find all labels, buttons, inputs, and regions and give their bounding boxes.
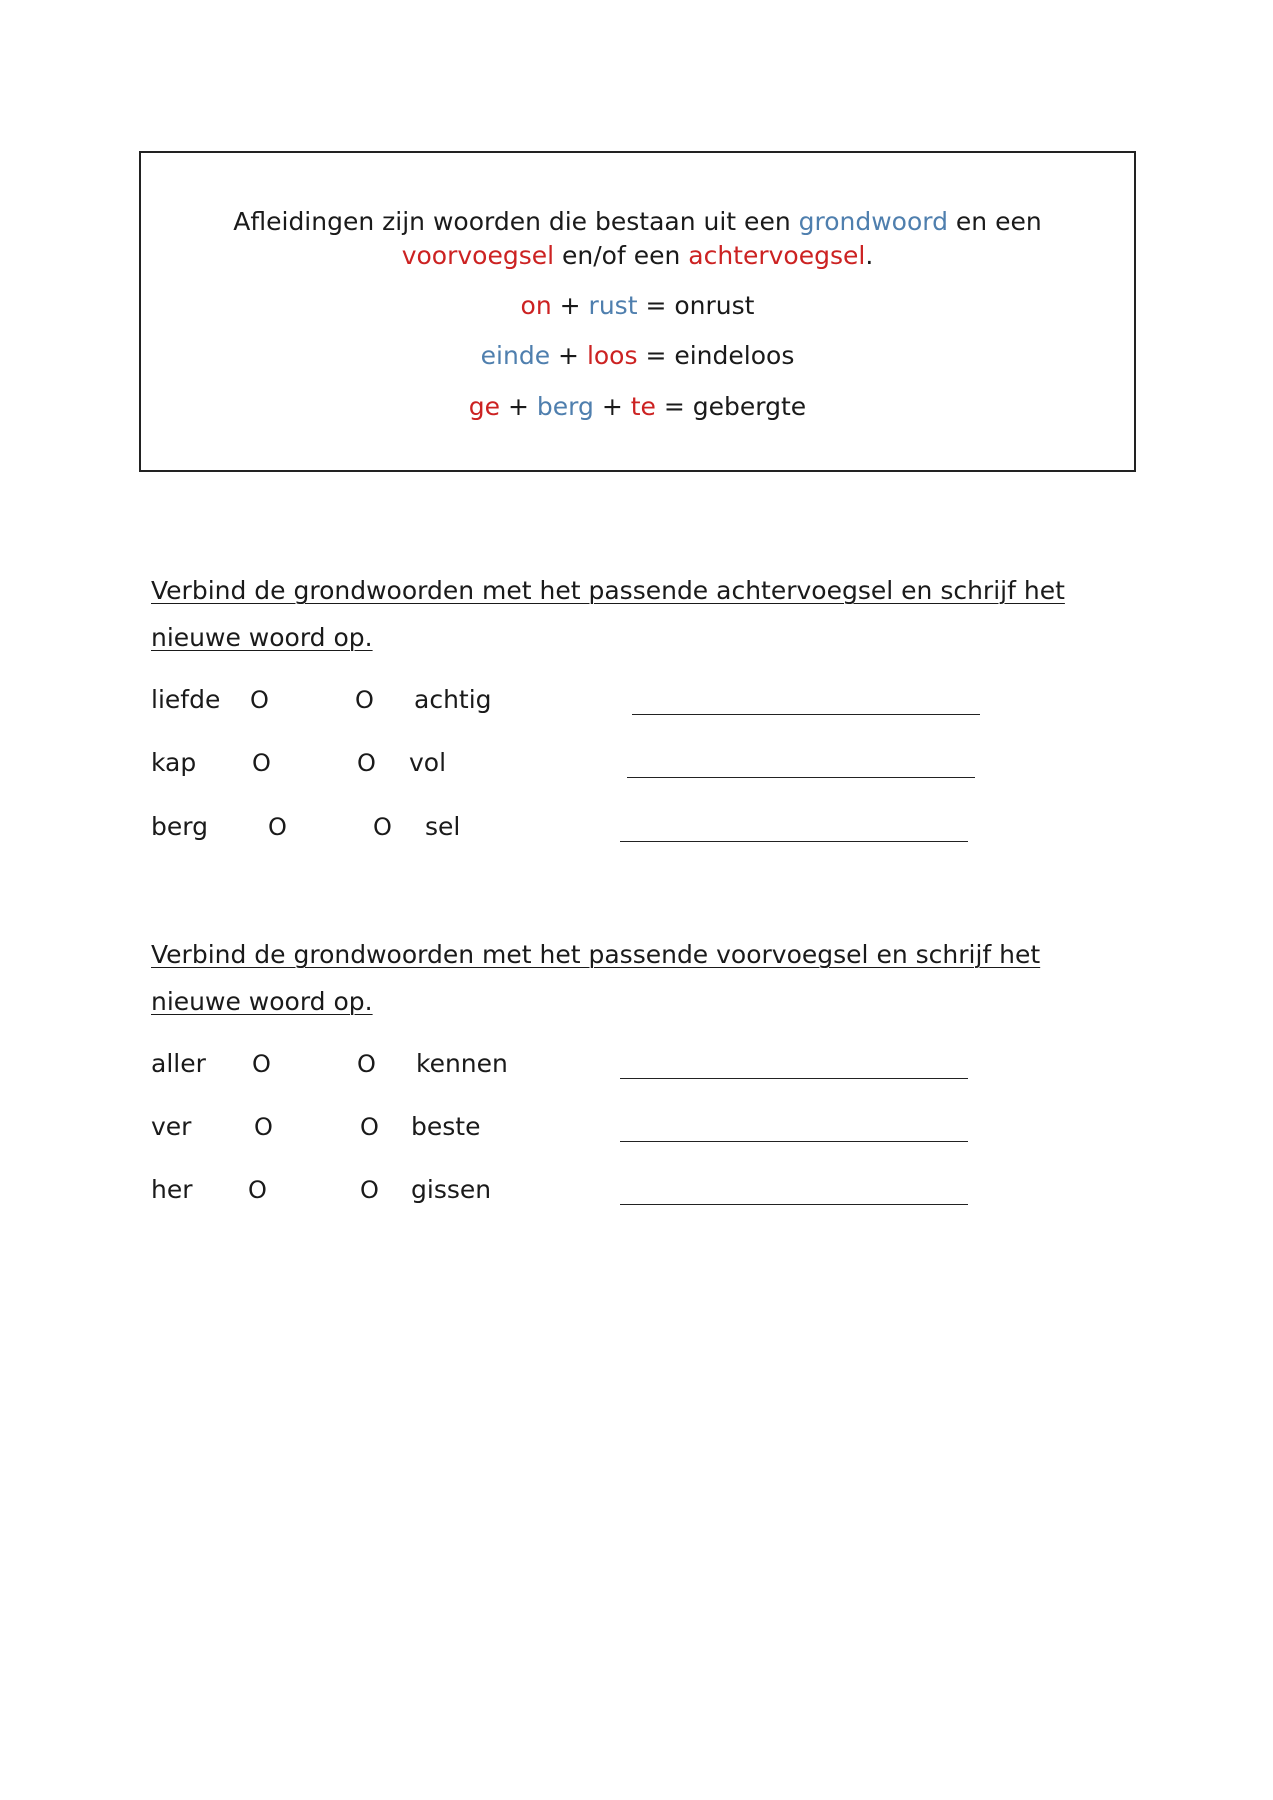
ex1-left-word: berg bbox=[151, 812, 208, 841]
ex2-right-dot[interactable]: O bbox=[357, 1050, 376, 1078]
ex1-left-word: kap bbox=[151, 748, 197, 777]
ex1-right-dot[interactable]: O bbox=[355, 686, 374, 714]
ex2-answer-line[interactable] bbox=[620, 1141, 968, 1142]
ex1-right-dot[interactable]: O bbox=[357, 749, 376, 777]
ex2-right-dot[interactable]: O bbox=[360, 1113, 379, 1141]
ex1-right-word: achtig bbox=[414, 685, 492, 714]
ex2-left-word: ver bbox=[151, 1112, 192, 1141]
ex2-answer-line[interactable] bbox=[620, 1078, 968, 1079]
ex2-left-word: aller bbox=[151, 1049, 206, 1078]
ex2-left-dot[interactable]: O bbox=[248, 1176, 267, 1204]
ex1-left-dot[interactable]: O bbox=[252, 749, 271, 777]
ex2-right-word: kennen bbox=[416, 1049, 508, 1078]
ex1-answer-line[interactable] bbox=[620, 841, 968, 842]
ex2-left-word: her bbox=[151, 1175, 193, 1204]
example-eindeloos: einde + loos = eindeloos bbox=[480, 341, 795, 370]
ex1-right-dot[interactable]: O bbox=[373, 813, 392, 841]
ex1-right-word: sel bbox=[425, 812, 461, 841]
example-gebergte: ge + berg + te = gebergte bbox=[468, 392, 807, 421]
term-grondwoord: grondwoord bbox=[798, 207, 948, 236]
exercise2-instruction: Verbind de grondwoorden met het passende voorvoegsel en schrijf het nieuwe woord op. bbox=[151, 940, 1041, 1016]
ex1-left-dot[interactable]: O bbox=[268, 813, 287, 841]
example-onrust: on + rust = onrust bbox=[520, 291, 755, 320]
ex2-left-dot[interactable]: O bbox=[252, 1050, 271, 1078]
definition-text: Afleidingen zijn woorden die bestaan uit een grondwoord en een voorvoegsel en/of een achtervoegsel. bbox=[233, 207, 1042, 270]
term-achtervoegsel: achtervoegsel bbox=[688, 241, 866, 270]
ex2-right-word: gissen bbox=[411, 1175, 492, 1204]
ex2-left-dot[interactable]: O bbox=[254, 1113, 273, 1141]
ex2-answer-line[interactable] bbox=[620, 1204, 968, 1205]
ex1-left-dot[interactable]: O bbox=[250, 686, 269, 714]
ex1-left-word: liefde bbox=[151, 685, 221, 714]
definition-box bbox=[139, 151, 1136, 472]
ex2-right-dot[interactable]: O bbox=[360, 1176, 379, 1204]
term-voorvoegsel: voorvoegsel bbox=[401, 241, 555, 270]
ex1-answer-line[interactable] bbox=[632, 714, 980, 715]
ex1-right-word: vol bbox=[409, 748, 447, 777]
ex1-answer-line[interactable] bbox=[627, 777, 975, 778]
ex2-right-word: beste bbox=[411, 1112, 481, 1141]
exercise1-instruction: Verbind de grondwoorden met het passende achtervoegsel en schrijf het nieuwe woord op. bbox=[151, 576, 1065, 652]
